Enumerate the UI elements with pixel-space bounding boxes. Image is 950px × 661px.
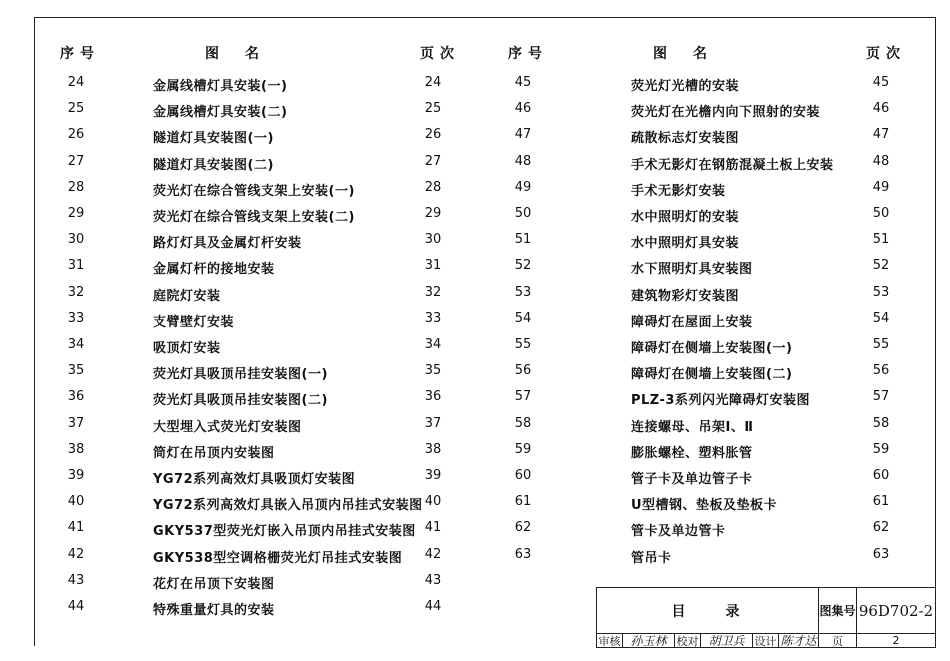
row-seq: 39	[67, 468, 85, 483]
row-title: 吸顶灯安装	[153, 341, 221, 356]
review-label: 审核	[597, 634, 623, 647]
header-name-right: 图 名	[653, 46, 713, 62]
atlas-number: 96D702-2	[857, 588, 935, 634]
row-seq: 38	[67, 442, 85, 457]
page-label: 页	[819, 634, 857, 647]
page-number: 2	[892, 634, 900, 647]
row-title: 建筑物彩灯安装图	[631, 289, 740, 304]
row-title: 荧光灯在光檐内向下照射的安装	[631, 105, 821, 120]
row-title: YG72系列高效灯具嵌入吊顶内吊挂式安装图	[153, 498, 423, 513]
row-title: 水中照明灯具安装	[631, 236, 740, 251]
row-page: 50	[872, 206, 890, 221]
row-page: 57	[872, 389, 890, 404]
row-page: 31	[424, 258, 442, 273]
row-seq: 32	[67, 285, 85, 300]
row-title: 手术无影灯安装	[631, 184, 726, 199]
design-signature: 陈才达	[779, 634, 819, 647]
row-seq: 54	[514, 311, 532, 326]
row-title: 管子卡及单边管子卡	[631, 472, 753, 487]
row-title: 荧光灯光槽的安装	[631, 79, 740, 94]
row-page: 37	[424, 416, 442, 431]
row-seq: 53	[514, 285, 532, 300]
row-seq: 47	[514, 127, 532, 142]
row-title: 荧光灯具吸顶吊挂安装图(二)	[153, 393, 328, 408]
row-page: 25	[424, 101, 442, 116]
row-page: 34	[424, 337, 442, 352]
row-title: 金属线槽灯具安装(一)	[153, 79, 288, 94]
row-seq: 25	[67, 101, 85, 116]
row-seq: 62	[514, 520, 532, 535]
row-page: 60	[872, 468, 890, 483]
atlas-label: 图集号	[819, 588, 857, 634]
row-seq: 51	[514, 232, 532, 247]
row-seq: 30	[67, 232, 85, 247]
row-seq: 61	[514, 494, 532, 509]
row-seq: 45	[514, 75, 532, 90]
row-page: 63	[872, 547, 890, 562]
title-block-title: 目 录	[597, 588, 819, 634]
row-seq: 42	[67, 547, 85, 562]
row-title: 连接螺母、吊架Ⅰ、Ⅱ	[631, 420, 754, 435]
row-title: 荧光灯具吸顶吊挂安装图(一)	[153, 367, 328, 382]
row-title: 筒灯在吊顶内安装图	[153, 446, 275, 461]
row-title: 膨胀螺栓、塑料胀管	[631, 446, 753, 461]
row-page: 46	[872, 101, 890, 116]
row-title: 金属线槽灯具安装(二)	[153, 105, 288, 120]
row-seq: 26	[67, 127, 85, 142]
check-signature: 胡卫兵	[701, 634, 753, 647]
header-seq-right: 序号	[508, 46, 548, 62]
row-seq: 44	[67, 599, 85, 614]
row-seq: 46	[514, 101, 532, 116]
row-title: 隧道灯具安装图(一)	[153, 131, 274, 146]
row-page: 29	[424, 206, 442, 221]
row-seq: 60	[514, 468, 532, 483]
row-seq: 58	[514, 416, 532, 431]
row-title: YG72系列高效灯具吸顶灯安装图	[153, 472, 356, 487]
row-page: 49	[872, 180, 890, 195]
row-seq: 43	[67, 573, 85, 588]
row-seq: 55	[514, 337, 532, 352]
row-seq: 52	[514, 258, 532, 273]
header-name-left: 图 名	[205, 46, 265, 62]
row-page: 45	[872, 75, 890, 90]
row-seq: 40	[67, 494, 85, 509]
row-page: 47	[872, 127, 890, 142]
title-block	[596, 587, 936, 648]
row-seq: 28	[67, 180, 85, 195]
row-title: PLZ-3系列闪光障碍灯安装图	[631, 393, 810, 408]
row-page: 51	[872, 232, 890, 247]
row-seq: 34	[67, 337, 85, 352]
row-title: GKY537型荧光灯嵌入吊顶内吊挂式安装图	[153, 524, 416, 539]
row-seq: 50	[514, 206, 532, 221]
row-title: 隧道灯具安装图(二)	[153, 158, 274, 173]
row-seq: 63	[514, 547, 532, 562]
row-page: 53	[872, 285, 890, 300]
row-page: 56	[872, 363, 890, 378]
row-title: 庭院灯安装	[153, 289, 221, 304]
row-page: 33	[424, 311, 442, 326]
row-page: 38	[424, 442, 442, 457]
row-seq: 48	[514, 154, 532, 169]
row-title: GKY538型空调格栅荧光灯吊挂式安装图	[153, 551, 403, 566]
row-seq: 41	[67, 520, 85, 535]
row-page: 28	[424, 180, 442, 195]
row-seq: 49	[514, 180, 532, 195]
review-signature: 孙玉林	[623, 634, 675, 647]
row-title: 水中照明灯的安装	[631, 210, 740, 225]
header-page-left: 页次	[420, 46, 460, 62]
row-title: 路灯灯具及金属灯杆安装	[153, 236, 302, 251]
row-page: 27	[424, 154, 442, 169]
row-title: 管吊卡	[631, 551, 672, 566]
row-title: 障碍灯在侧墙上安装图(一)	[631, 341, 793, 356]
row-title: 水下照明灯具安装图	[631, 262, 753, 277]
design-label: 设计	[753, 634, 779, 647]
row-seq: 29	[67, 206, 85, 221]
row-seq: 27	[67, 154, 85, 169]
header-page-right: 页次	[866, 46, 906, 62]
row-page: 44	[424, 599, 442, 614]
row-title: 管卡及单边管卡	[631, 524, 726, 539]
row-page: 62	[872, 520, 890, 535]
row-page: 58	[872, 416, 890, 431]
header-seq-left: 序号	[60, 46, 100, 62]
row-title: 金属灯杆的接地安装	[153, 262, 275, 277]
row-page: 55	[872, 337, 890, 352]
row-page: 35	[424, 363, 442, 378]
row-seq: 24	[67, 75, 85, 90]
row-title: 花灯在吊顶下安装图	[153, 577, 275, 592]
row-page: 54	[872, 311, 890, 326]
row-page: 30	[424, 232, 442, 247]
row-title: 特殊重量灯具的安装	[153, 603, 275, 618]
row-page: 42	[424, 547, 442, 562]
row-page: 43	[424, 573, 442, 588]
row-seq: 57	[514, 389, 532, 404]
row-page: 24	[424, 75, 442, 90]
row-seq: 59	[514, 442, 532, 457]
row-seq: 31	[67, 258, 85, 273]
row-page: 40	[424, 494, 442, 509]
row-seq: 37	[67, 416, 85, 431]
row-page: 52	[872, 258, 890, 273]
check-label: 校对	[675, 634, 701, 647]
row-page: 61	[872, 494, 890, 509]
row-seq: 35	[67, 363, 85, 378]
row-page: 41	[424, 520, 442, 535]
row-title: 疏散标志灯安装图	[631, 131, 740, 146]
row-seq: 36	[67, 389, 85, 404]
row-title: 支臂壁灯安装	[153, 315, 235, 330]
row-page: 32	[424, 285, 442, 300]
row-seq: 33	[67, 311, 85, 326]
row-title: U型槽钢、垫板及垫板卡	[631, 498, 778, 513]
row-title: 荧光灯在综合管线支架上安装(二)	[153, 210, 355, 225]
row-page: 39	[424, 468, 442, 483]
row-title: 障碍灯在侧墙上安装图(二)	[631, 367, 793, 382]
row-seq: 56	[514, 363, 532, 378]
row-page: 48	[872, 154, 890, 169]
row-page: 26	[424, 127, 442, 142]
row-page: 59	[872, 442, 890, 457]
row-title: 大型埋入式荧光灯安装图	[153, 420, 302, 435]
row-page: 36	[424, 389, 442, 404]
row-title: 障碍灯在屋面上安装	[631, 315, 753, 330]
row-title: 手术无影灯在钢筋混凝土板上安装	[631, 158, 834, 173]
row-title: 荧光灯在综合管线支架上安装(一)	[153, 184, 355, 199]
